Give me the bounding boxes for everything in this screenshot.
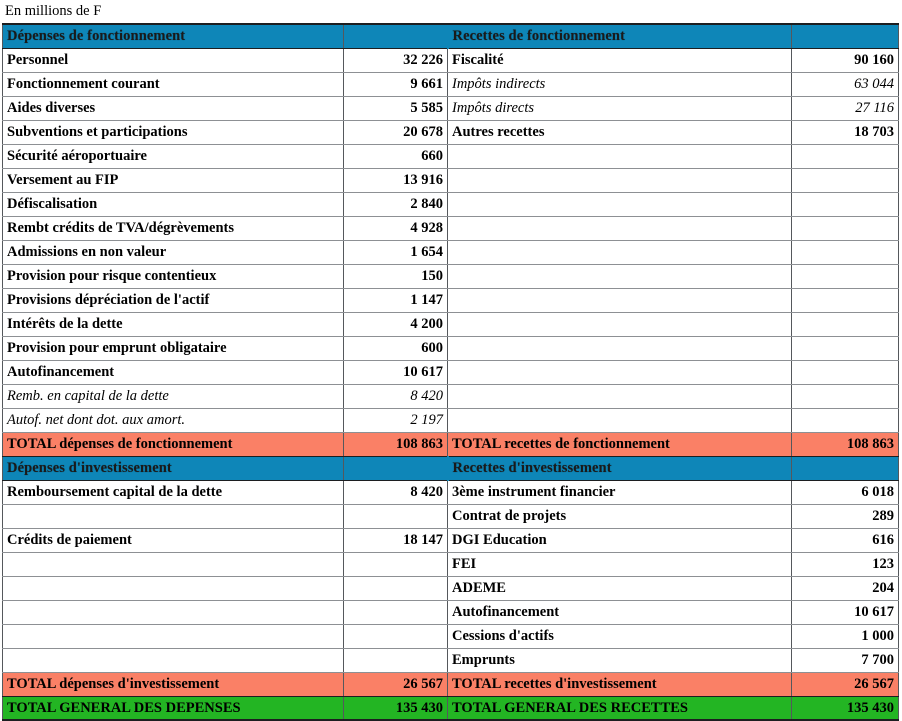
revenue-value: 18 703 — [792, 120, 899, 144]
revenue-label — [448, 240, 792, 264]
section-header-row-fonctionnement — [3, 24, 899, 48]
expense-value: 32 226 — [344, 48, 448, 72]
expense-label: Admissions en non valeur — [3, 240, 344, 264]
table-row — [3, 216, 899, 240]
revenue-label: Autofinancement — [448, 600, 792, 624]
expense-label: Aides diverses — [3, 96, 344, 120]
revenue-value — [792, 312, 899, 336]
revenue-label — [448, 168, 792, 192]
expense-value — [344, 648, 448, 672]
section-header-right-spacer — [792, 456, 899, 480]
expense-label: Fonctionnement courant — [3, 72, 344, 96]
grand-total-revenues-value: 135 430 — [792, 696, 899, 720]
expense-label: Remb. en capital de la dette — [3, 384, 344, 408]
expense-value: 18 147 — [344, 528, 448, 552]
revenue-label: Cessions d'actifs — [448, 624, 792, 648]
expense-value: 8 420 — [344, 480, 448, 504]
section-header-right-spacer — [792, 24, 899, 48]
section-header-left: Dépenses de fonctionnement — [3, 24, 344, 48]
expense-label: Versement au FIP — [3, 168, 344, 192]
revenue-value: 7 700 — [792, 648, 899, 672]
revenue-label: Impôts directs — [448, 96, 792, 120]
revenue-label: Autres recettes — [448, 120, 792, 144]
revenue-value: 6 018 — [792, 480, 899, 504]
revenue-label: ADEME — [448, 576, 792, 600]
revenue-value: 616 — [792, 528, 899, 552]
section-header-left: Dépenses d'investissement — [3, 456, 344, 480]
revenue-label — [448, 408, 792, 432]
revenue-value: 1 000 — [792, 624, 899, 648]
table-row — [3, 480, 899, 504]
revenue-value: 90 160 — [792, 48, 899, 72]
expense-value — [344, 624, 448, 648]
budget-table — [2, 23, 899, 721]
grand-total-expenses-label: TOTAL GENERAL DES DEPENSES — [3, 696, 344, 720]
expense-label: Autof. net dont dot. aux amort. — [3, 408, 344, 432]
revenue-value — [792, 408, 899, 432]
expense-label: Sécurité aéroportuaire — [3, 144, 344, 168]
revenue-label: Contrat de projets — [448, 504, 792, 528]
revenue-label — [448, 216, 792, 240]
total-expenses-label: TOTAL dépenses de fonctionnement — [3, 432, 344, 456]
table-row — [3, 288, 899, 312]
expense-label: Provisions dépréciation de l'actif — [3, 288, 344, 312]
expense-value: 13 916 — [344, 168, 448, 192]
table-row — [3, 168, 899, 192]
revenue-value — [792, 264, 899, 288]
expense-label: Provision pour emprunt obligataire — [3, 336, 344, 360]
revenue-value — [792, 216, 899, 240]
revenue-value — [792, 144, 899, 168]
total-expenses-value: 108 863 — [344, 432, 448, 456]
expense-label — [3, 552, 344, 576]
revenue-value — [792, 288, 899, 312]
revenue-label: Fiscalité — [448, 48, 792, 72]
table-row — [3, 528, 899, 552]
revenue-value: 63 044 — [792, 72, 899, 96]
table-row — [3, 336, 899, 360]
expense-label: Rembt crédits de TVA/dégrèvements — [3, 216, 344, 240]
expense-value: 2 197 — [344, 408, 448, 432]
total-revenues-label: TOTAL recettes d'investissement — [448, 672, 792, 696]
revenue-label — [448, 192, 792, 216]
table-row — [3, 552, 899, 576]
expense-value: 1 147 — [344, 288, 448, 312]
expense-value: 10 617 — [344, 360, 448, 384]
revenue-label — [448, 144, 792, 168]
section-header-left-spacer — [344, 24, 448, 48]
expense-label: Autofinancement — [3, 360, 344, 384]
budget-table-body — [3, 24, 899, 720]
total-revenues-value: 108 863 — [792, 432, 899, 456]
expense-label: Défiscalisation — [3, 192, 344, 216]
revenue-label — [448, 288, 792, 312]
revenue-label — [448, 360, 792, 384]
expense-value: 4 200 — [344, 312, 448, 336]
table-row — [3, 360, 899, 384]
expense-value: 5 585 — [344, 96, 448, 120]
revenue-label — [448, 264, 792, 288]
total-expenses-value: 26 567 — [344, 672, 448, 696]
expense-label — [3, 600, 344, 624]
expense-label: Remboursement capital de la dette — [3, 480, 344, 504]
table-caption: En millions de F — [5, 3, 102, 19]
table-row — [3, 312, 899, 336]
revenue-value — [792, 336, 899, 360]
expense-value: 2 840 — [344, 192, 448, 216]
revenue-label: Impôts indirects — [448, 72, 792, 96]
total-row-fonctionnement — [3, 432, 899, 456]
revenue-value: 10 617 — [792, 600, 899, 624]
expense-label — [3, 624, 344, 648]
table-row — [3, 624, 899, 648]
expense-label: Intérêts de la dette — [3, 312, 344, 336]
total-revenues-label: TOTAL recettes de fonctionnement — [448, 432, 792, 456]
expense-value: 660 — [344, 144, 448, 168]
table-row — [3, 600, 899, 624]
revenue-value: 289 — [792, 504, 899, 528]
table-row — [3, 576, 899, 600]
section-header-right: Recettes d'investissement — [448, 456, 792, 480]
total-revenues-value: 26 567 — [792, 672, 899, 696]
revenue-label: FEI — [448, 552, 792, 576]
expense-label — [3, 576, 344, 600]
section-header-left-spacer — [344, 456, 448, 480]
expense-value: 9 661 — [344, 72, 448, 96]
revenue-label — [448, 312, 792, 336]
expense-label — [3, 648, 344, 672]
expense-value — [344, 504, 448, 528]
revenue-value: 27 116 — [792, 96, 899, 120]
revenue-label: 3ème instrument financier — [448, 480, 792, 504]
table-row — [3, 264, 899, 288]
revenue-label: Emprunts — [448, 648, 792, 672]
table-row — [3, 504, 899, 528]
revenue-label: DGI Education — [448, 528, 792, 552]
table-row — [3, 120, 899, 144]
expense-value: 20 678 — [344, 120, 448, 144]
table-row — [3, 144, 899, 168]
expense-label: Provision pour risque contentieux — [3, 264, 344, 288]
expense-value: 4 928 — [344, 216, 448, 240]
expense-label: Subventions et participations — [3, 120, 344, 144]
section-header-row-investissement — [3, 456, 899, 480]
expense-value — [344, 600, 448, 624]
expense-value: 600 — [344, 336, 448, 360]
expense-value: 1 654 — [344, 240, 448, 264]
revenue-label — [448, 384, 792, 408]
table-row — [3, 384, 899, 408]
total-row-investissement — [3, 672, 899, 696]
revenue-value: 204 — [792, 576, 899, 600]
table-row — [3, 240, 899, 264]
revenue-value — [792, 384, 899, 408]
revenue-value: 123 — [792, 552, 899, 576]
table-row — [3, 48, 899, 72]
expense-value: 150 — [344, 264, 448, 288]
section-header-right: Recettes de fonctionnement — [448, 24, 792, 48]
expense-value — [344, 552, 448, 576]
expense-value: 8 420 — [344, 384, 448, 408]
table-row — [3, 408, 899, 432]
expense-value — [344, 576, 448, 600]
table-row — [3, 192, 899, 216]
revenue-value — [792, 168, 899, 192]
revenue-label — [448, 336, 792, 360]
expense-label: Personnel — [3, 48, 344, 72]
grand-total-row — [3, 696, 899, 720]
revenue-value — [792, 192, 899, 216]
table-row — [3, 96, 899, 120]
revenue-value — [792, 240, 899, 264]
total-expenses-label: TOTAL dépenses d'investissement — [3, 672, 344, 696]
expense-label: Crédits de paiement — [3, 528, 344, 552]
grand-total-revenues-label: TOTAL GENERAL DES RECETTES — [448, 696, 792, 720]
grand-total-expenses-value: 135 430 — [344, 696, 448, 720]
expense-label — [3, 504, 344, 528]
table-row — [3, 648, 899, 672]
table-row — [3, 72, 899, 96]
revenue-value — [792, 360, 899, 384]
